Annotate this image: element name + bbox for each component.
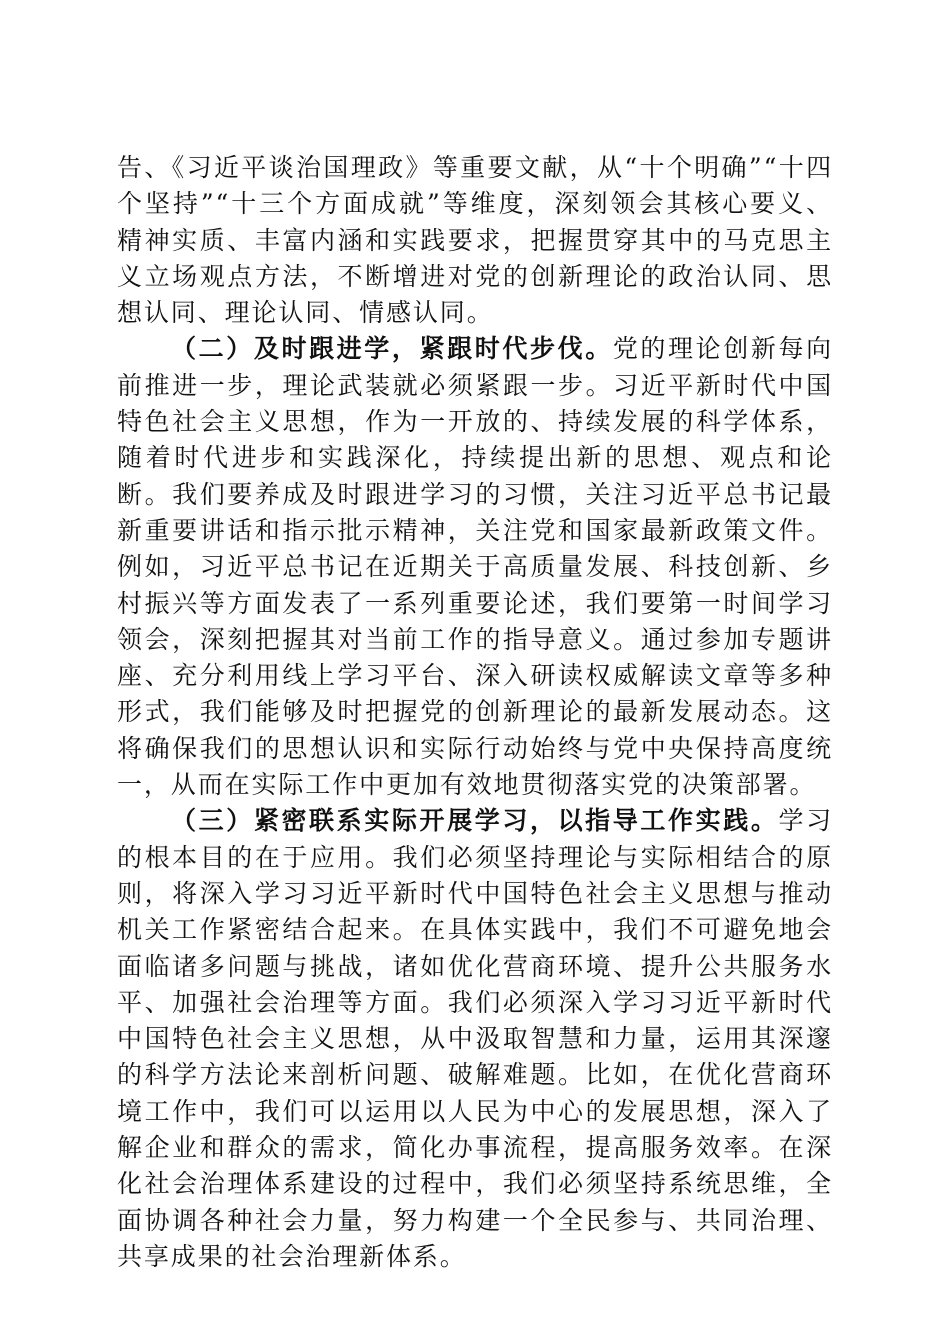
- paragraph-2-heading: （二）及时跟进学，紧跟时代步伐。: [171, 334, 613, 364]
- document-page: [117, 150, 833, 1275]
- paragraph-2: [117, 331, 833, 803]
- paragraph-3-heading: （三）紧密联系实际开展学习，以指导工作实践。: [171, 806, 779, 836]
- paragraph-3-body: 学习的根本目的在于应用。我们必须坚持理论与实际相结合的原则，将深入学习习近平新时代中国特色社会主义思想与推动机关工作紧密结合起来。在具体实践中，我们不可避免地会面临诸多问题与挑战，诸如优化营商环境、提升公共服务水平、加强社会治理等方面。我们必须深入学习习近平新时代中国特色社会主义思想，从中汲取智慧和力量，运用其深邃的科学方法论来剖析问题、破解难题。比如，在优化营商环境工作中，我们可以运用以人民为中心的发展思想，深入了解企业和群众的需求，简化办事流程，提高服务效率。在深化社会治理体系建设的过程中，我们必须坚持系统思维，全面协调各种社会力量，努力构建一个全民参与、共同治理、共享成果的社会治理新体系。: [117, 806, 833, 1271]
- paragraph-2-body: 党的理论创新每向前推进一步，理论武装就必须紧跟一步。习近平新时代中国特色社会主义思想，作为一开放的、持续发展的科学体系，随着时代进步和实践深化，持续提出新的思想、观点和论断。我们要养成及时跟进学习的习惯，关注习近平总书记最新重要讲话和指示批示精神，关注党和国家最新政策文件。例如，习近平总书记在近期关于高质量发展、科技创新、乡村振兴等方面发表了一系列重要论述，我们要第一时间学习领会，深刻把握其对当前工作的指导意义。通过参加专题讲座、充分利用线上学习平台、深入研读权威解读文章等多种形式，我们能够及时把握党的创新理论的最新发展动态。这将确保我们的思想认识和实际行动始终与党中央保持高度统一，从而在实际工作中更加有效地贯彻落实党的决策部署。: [117, 334, 834, 800]
- paragraph-3: [117, 803, 833, 1275]
- paragraph-1-body: 告、《习近平谈治国理政》等重要文献，从“十个明确”“十四个坚持”“十三个方面成就”等维度，深刻领会其核心要义、精神实质、丰富内涵和实践要求，把握贯穿其中的马克思主义立场观点方法，不断增进对党的创新理论的政治认同、思想认同、理论认同、情感认同。: [117, 153, 833, 328]
- paragraph-1: [117, 150, 833, 331]
